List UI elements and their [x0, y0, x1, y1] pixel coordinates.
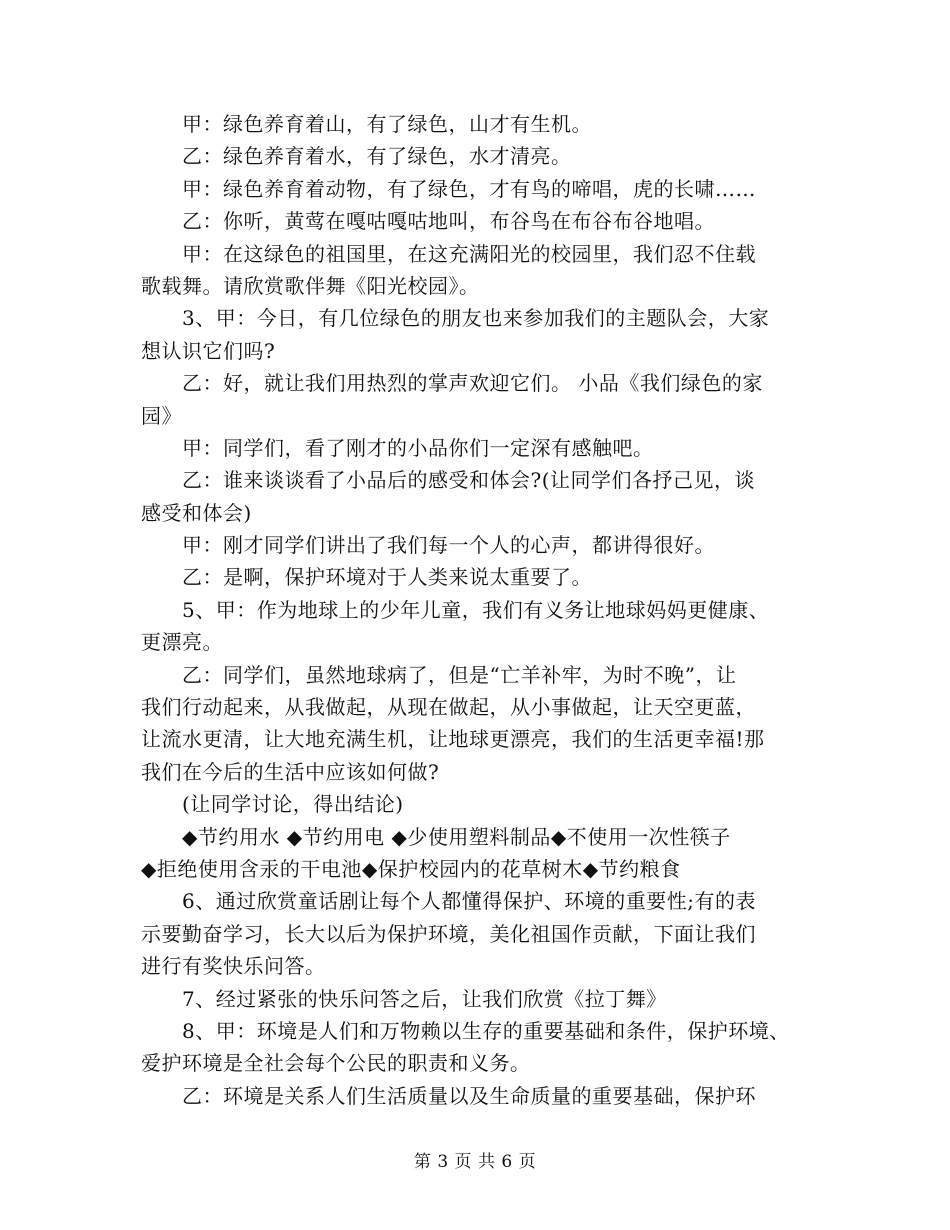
text-line: 想认识它们吗? — [141, 338, 276, 363]
text-line: 我们行动起来，从我做起，从现在做起，从小事做起，让天空更蓝， — [141, 695, 756, 720]
text-line: 让流水更清，让大地充满生机，让地球更漂亮，我们的生活更幸福!那 — [141, 727, 765, 752]
text-line: 乙：绿色养育着水，有了绿色，水才清亮。 — [141, 144, 572, 169]
text-line: 甲：在这绿色的祖国里，在这充满阳光的校园里，我们忍不住载 — [141, 241, 756, 266]
text-line: 7、经过紧张的快乐问答之后，让我们欣赏《拉丁舞》 — [141, 986, 667, 1011]
text-line: 乙：是啊，保护环境对于人类来说太重要了。 — [141, 565, 592, 590]
text-line: 6、通过欣赏童话剧让每个人都懂得保护、环境的重要性;有的表 — [141, 889, 756, 914]
text-line: 园》 — [141, 403, 182, 428]
text-line: ◆拒绝使用含汞的干电池◆保护校园内的花草树木◆节约粮食 — [141, 856, 681, 881]
text-line: (让同学讨论，得出结论) — [141, 792, 404, 817]
text-line: 甲：绿色养育着山，有了绿色，山才有生机。 — [141, 112, 592, 136]
text-line: 3、甲：今日，有几位绿色的朋友也来参加我们的主题队会，大家 — [141, 306, 770, 331]
text-line: ◆节约用水 ◆节约用电 ◆少使用塑料制品◆不使用一次性筷子 — [141, 824, 731, 849]
text-line: 5、甲：作为地球上的少年儿童，我们有义务让地球妈妈更健康、 — [141, 597, 770, 622]
text-line: 歌载舞。请欣赏歌伴舞《阳光校园》。 — [141, 273, 480, 298]
text-line: 我们在今后的生活中应该如何做? — [141, 759, 440, 784]
text-line: 乙：谁来谈谈看了小品后的感受和体会?(让同学们各抒己见，谈 — [141, 468, 756, 493]
text-line: 感受和体会) — [141, 500, 252, 525]
document-body — [141, 108, 831, 1112]
text-line: 乙：环境是关系人们生活质量以及生命质量的重要基础，保护环 — [141, 1083, 756, 1108]
text-line: 爱护环境是全社会每个公民的职责和义务。 — [141, 1051, 531, 1076]
text-line: 示要勤奋学习，长大以后为保护环境，美化祖国作贡献，下面让我们 — [141, 921, 756, 946]
text-line: 乙：好，就让我们用热烈的掌声欢迎它们。 小品《我们绿色的家 — [141, 371, 763, 396]
text-line: 甲：同学们，看了刚才的小品你们一定深有感触吧。 — [141, 435, 654, 460]
text-line: 进行有奖快乐问答。 — [141, 954, 326, 979]
text-line: 乙：同学们，虽然地球病了，但是“亡羊补牢，为时不晚”，让 — [141, 662, 737, 687]
text-line: 8、甲：环境是人们和万物赖以生存的重要基础和条件，保护环境、 — [141, 1018, 790, 1043]
page-number-footer: 第 3 页 共 6 页 — [413, 1152, 537, 1172]
text-line: 乙：你听，黄莺在嘎咕嘎咕地叫，布谷鸟在布谷布谷地唱。 — [141, 209, 715, 234]
text-line: 甲：刚才同学们讲出了我们每一个人的心声，都讲得很好。 — [141, 533, 715, 558]
text-line: 甲：绿色养育着动物，有了绿色，才有鸟的啼唱，虎的长啸…… — [141, 176, 756, 201]
text-line: 更漂亮。 — [141, 630, 223, 655]
